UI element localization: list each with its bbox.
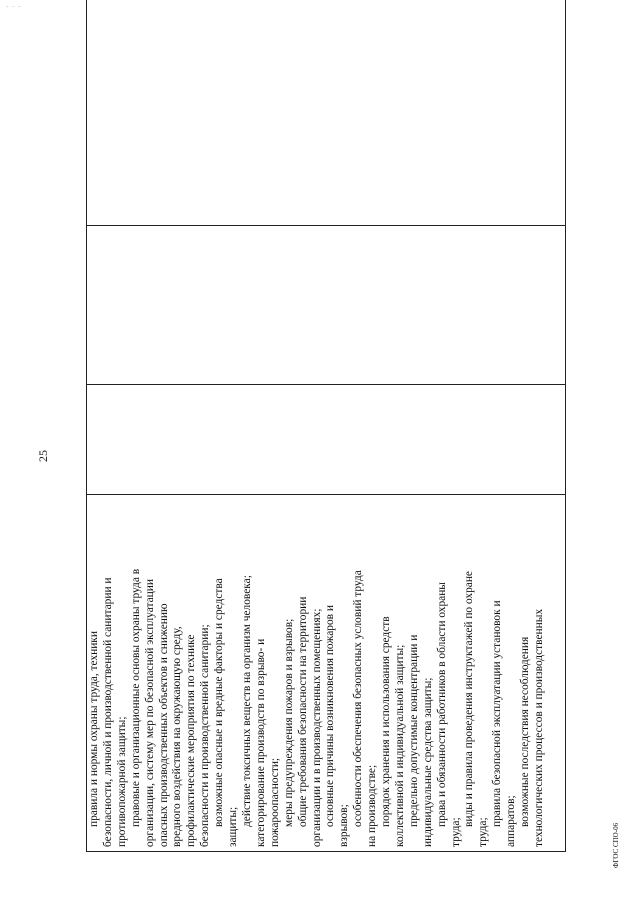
text-line: виды и правила проведения инструктажей по охране <box>463 571 476 827</box>
text-line: особенности обеспечения безопасных условий труда <box>352 570 365 827</box>
text-line: аппаратов; <box>505 795 518 847</box>
text-line: меры предупреждения пожаров и взрывов; <box>282 618 295 827</box>
curriculum-table <box>86 0 566 852</box>
text-line: на производстве; <box>366 764 379 847</box>
corner-mark: - - - <box>6 2 22 10</box>
text-line: организации и в производственных помещениях; <box>310 608 323 847</box>
content-lines <box>88 499 564 847</box>
empty-cell-4 <box>87 0 566 226</box>
text-line: труда; <box>477 817 490 847</box>
text-line: коллективной и индивидуальной защиты; <box>393 644 406 847</box>
text-line: технологических процессов и производственных <box>533 608 545 847</box>
text-line: индивидуальные средства защиты; <box>421 677 434 847</box>
text-line: безопасности, личной и производственной санитарии и <box>101 577 114 847</box>
text-line: права и обязанности работников в области охраны <box>435 582 448 827</box>
text-line: правила безопасной эксплуатации установок и <box>491 600 504 827</box>
text-line: правовые и организационные основы охраны труда в <box>129 568 142 827</box>
text-line: категорирование производств по взрыво- и <box>254 638 267 847</box>
text-line: противопожарной защиты; <box>115 716 128 847</box>
text-line: общие требования безопасности на территории <box>296 596 309 827</box>
footer-code: ФГОС СПО-06 <box>612 822 620 868</box>
text-line: возможные опасные и вредные факторы и средства <box>213 578 226 827</box>
text-line: вредного воздействия на окружающую среду, <box>171 626 184 847</box>
text-line: профилактические мероприятия по технике <box>185 634 198 847</box>
empty-cell-3 <box>87 226 566 385</box>
text-line: безопасности и производственной санитарии; <box>199 624 212 847</box>
text-line: правила и нормы охраны труда, техники <box>88 631 100 827</box>
text-line: организации, систему мер по безопасной эксплуатации <box>143 579 156 847</box>
text-line: основные причины возникновения пожаров и <box>324 605 337 827</box>
text-line: пожароопасности; <box>268 757 281 847</box>
text-line: порядок хранения и использования средств <box>380 616 393 827</box>
text-line: взрывов; <box>338 804 351 847</box>
page-number: 25 <box>36 450 50 462</box>
empty-cell-2 <box>87 385 566 495</box>
text-line: предельно допустимые концентрации и <box>407 634 420 827</box>
text-line: действие токсичных веществ на организм человека; <box>240 575 253 827</box>
text-line: опасных производственных объектов и снижению <box>157 603 170 847</box>
text-line: защиты; <box>227 806 240 847</box>
rotated-page <box>86 34 566 852</box>
content-cell <box>87 495 566 852</box>
table-row <box>87 0 566 852</box>
text-line: труда; <box>449 817 462 847</box>
text-line: возможные последствия несоблюдения <box>519 636 532 827</box>
